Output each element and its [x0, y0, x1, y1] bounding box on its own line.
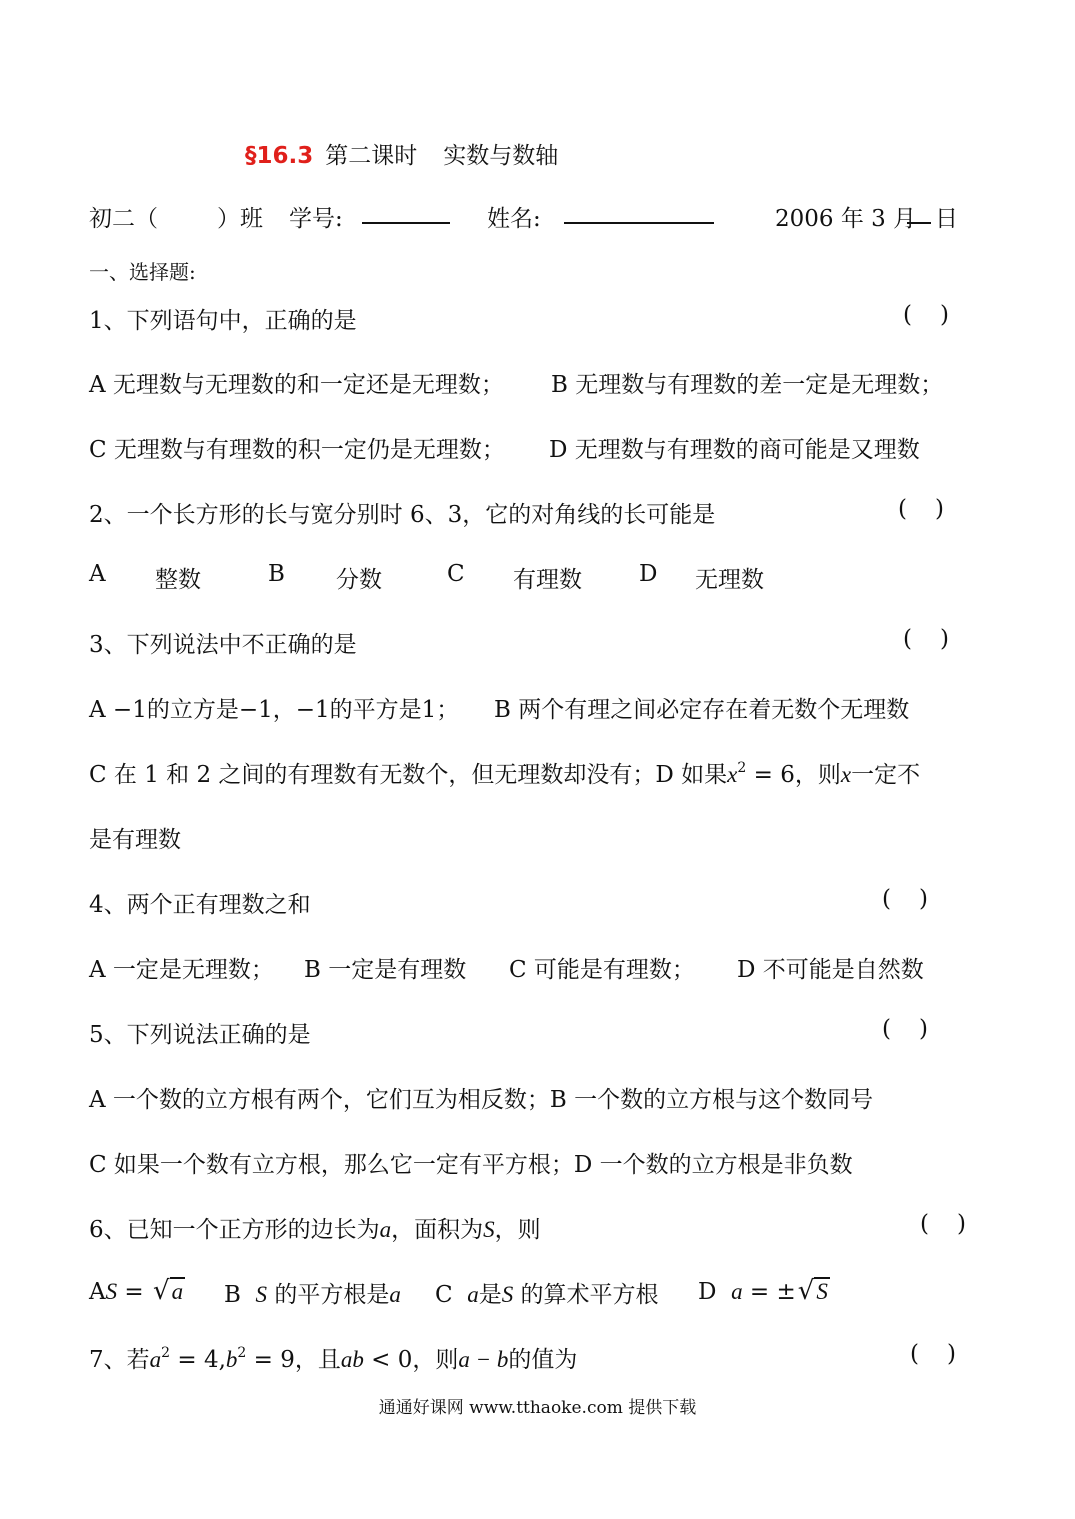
q7-mid2: ，则 — [412, 1347, 459, 1373]
q6-var-a: a — [379, 1217, 392, 1242]
q4-option-b: B 一定是有理数 — [304, 957, 467, 983]
q2-stem: 2、一个长方形的长与宽分别时 6、3，它的对角线的长可能是 — [89, 502, 716, 528]
student-no-blank[interactable] — [362, 200, 450, 224]
q3-var-x: x — [727, 762, 738, 787]
section-number: §16.3 — [245, 143, 314, 169]
q1-option-a: A 无理数与无理数的和一定还是无理数； — [89, 372, 504, 398]
q4-answer-paren[interactable]: ( ) — [882, 886, 928, 912]
q2-option-c-text: 有理数 — [513, 567, 582, 593]
q6-option-b-text: 的平方根是 — [274, 1282, 390, 1308]
q3-option-c-text: C 在 1 和 2 之间的有理数有无数个，但无理数却没有；D 如果 — [89, 762, 728, 788]
footer-credit: 通通好课网 www.tthaoke.com 提供下载 — [378, 1398, 697, 1418]
q6-stem-mid: ，面积为 — [391, 1217, 484, 1243]
q3-equation: = 6，则 — [746, 762, 841, 788]
q4-option-a: A 一定是无理数； — [89, 957, 274, 983]
name-label: 姓名: — [487, 206, 541, 232]
q7-exp-a: 2 — [161, 1345, 171, 1361]
q3-continuation: 是有理数 — [89, 827, 181, 853]
q7-expr-a: a — [149, 1347, 162, 1372]
q5-options-ab: A 一个数的立方根有两个，它们互为相反数；B 一个数的立方根与这个数同号 — [89, 1087, 874, 1113]
q2-answer-paren[interactable]: ( ) — [898, 496, 944, 522]
q1-stem: 1、下列语句中，正确的是 — [89, 308, 357, 334]
q1-option-c: C 无理数与有理数的积一定仍是无理数； — [89, 437, 505, 463]
q6-option-c-var: a — [467, 1282, 479, 1307]
q2-option-b-text: 分数 — [336, 567, 382, 593]
q6-option-a-lhs: S — [105, 1279, 118, 1304]
q2-option-b-letter: B — [268, 561, 285, 587]
q7-answer-paren[interactable]: ( ) — [910, 1341, 956, 1367]
q4-option-c: C 可能是有理数； — [509, 957, 695, 983]
section-heading: 一、选择题: — [89, 260, 196, 284]
q4-stem: 4、两个正有理数之和 — [89, 892, 311, 918]
q2-option-c-letter: C — [447, 561, 465, 587]
q6-option-c-letter: C — [435, 1282, 453, 1308]
q4-option-d: D 不可能是自然数 — [737, 957, 924, 983]
name-blank[interactable] — [564, 200, 714, 224]
q6-option-d-eq: = ± — [742, 1279, 796, 1305]
q6-option-a-eq: = — [117, 1279, 152, 1305]
q7-mid: ，且 — [294, 1347, 341, 1373]
q7-expr-b: b — [225, 1347, 238, 1372]
q6-stem-text: 6、已知一个正方形的边长为 — [89, 1217, 380, 1243]
q6-option-c-text: 是 — [478, 1282, 502, 1308]
q7-post: 的值为 — [508, 1347, 578, 1373]
q6-option-c-var2: S — [501, 1282, 514, 1307]
topic-label: 实数与数轴 — [443, 143, 559, 169]
sqrt-a: √a — [153, 1276, 184, 1306]
q3-option-d-tail: 一定不 — [851, 762, 921, 788]
q3-stem: 3、下列说法中不正确的是 — [89, 632, 357, 658]
q1-option-d: D 无理数与有理数的商可能是又理数 — [549, 437, 920, 463]
q6-stem-post: ，则 — [494, 1217, 541, 1243]
q6-option-d-var: a — [731, 1279, 743, 1304]
q2-option-a-text: 整数 — [155, 567, 201, 593]
q2-option-a-letter: A — [89, 561, 106, 587]
sqrt-a-arg: a — [171, 1279, 184, 1304]
q6-option-b-var: S — [255, 1282, 268, 1307]
q3-var-x2: x — [840, 762, 852, 787]
q7-expr-a-eq: = 4, — [170, 1347, 226, 1373]
lesson-label: 第二课时 — [325, 143, 418, 169]
q2-option-d-text: 无理数 — [695, 567, 764, 593]
date-prefix: 2006 年 3 月 — [775, 206, 917, 232]
q7-stem — [89, 1341, 577, 1374]
q1-option-b: B 无理数与有理数的差一定是无理数； — [551, 372, 944, 398]
q7-res: a − b — [458, 1347, 509, 1372]
q7-expr-b-eq: = 9 — [246, 1347, 295, 1373]
q7-cond: ab — [340, 1347, 364, 1372]
q7-cond2: < 0 — [363, 1347, 413, 1373]
student-no-label: 学号: — [289, 206, 343, 232]
date-suffix: 日 — [935, 206, 958, 232]
q3-option-b: B 两个有理之间必定存在着无数个无理数 — [494, 697, 910, 723]
page-title — [245, 137, 558, 170]
q3-options-cd — [89, 756, 920, 789]
q1-answer-paren[interactable]: ( ) — [903, 302, 949, 328]
class-suffix: ）班 — [217, 206, 263, 232]
q3-option-a: A −1的立方是−1，−1的平方是1； — [89, 697, 460, 723]
q6-option-b-var2: a — [389, 1282, 401, 1307]
sqrt-s: √S — [797, 1276, 828, 1306]
q5-stem: 5、下列说法正确的是 — [89, 1022, 311, 1048]
q6-answer-paren[interactable]: ( ) — [920, 1211, 966, 1237]
q6-var-s: S — [483, 1217, 495, 1242]
q6-option-b-letter: B — [224, 1282, 241, 1308]
q5-answer-paren[interactable]: ( ) — [882, 1016, 928, 1042]
q3-exponent: 2 — [737, 760, 747, 776]
day-blank[interactable] — [907, 200, 931, 224]
q7-stem-text: 7、若 — [89, 1347, 150, 1373]
grade-label: 初二（ — [89, 206, 158, 232]
q2-option-d-letter: D — [639, 561, 658, 587]
q6-stem — [89, 1211, 541, 1244]
q6-option-d-letter: D — [698, 1279, 717, 1305]
q6-option-a-letter: A — [89, 1279, 106, 1305]
q3-answer-paren[interactable]: ( ) — [903, 626, 949, 652]
q5-options-cd: C 如果一个数有立方根，那么它一定有平方根；D 一个数的立方根是非负数 — [89, 1152, 853, 1178]
q7-exp-b: 2 — [237, 1345, 247, 1361]
q6-option-c-text2: 的算术平方根 — [520, 1282, 659, 1308]
sqrt-s-arg: S — [816, 1279, 828, 1304]
